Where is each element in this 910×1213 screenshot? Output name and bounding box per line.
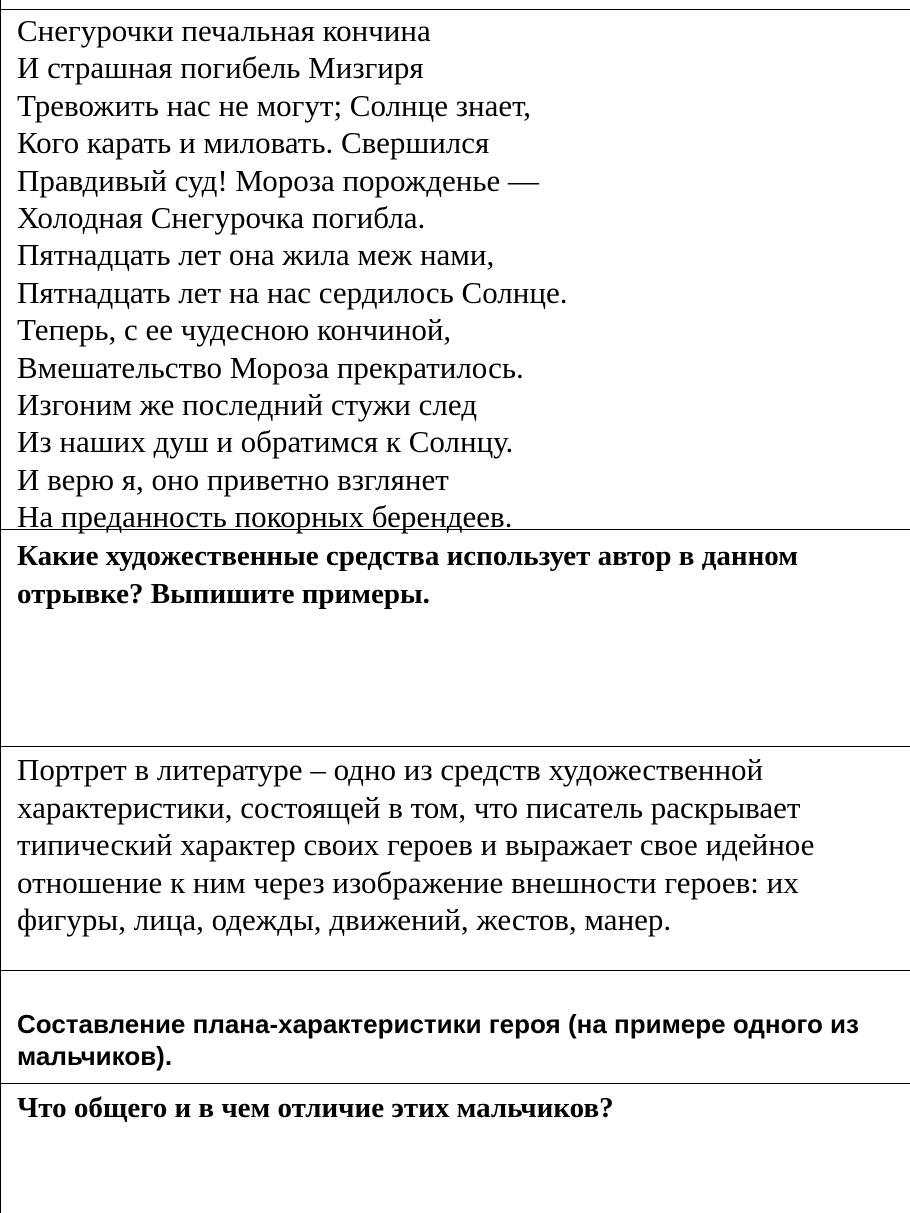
poem-line: Правдивый суд! Мороза порожденье — bbox=[17, 162, 539, 198]
poem-line: Из наших душ и обратимся к Солнцу. bbox=[17, 424, 514, 460]
poem-line: И страшная погибель Мизгиря bbox=[17, 50, 424, 86]
plan-task: Составление плана-характеристики героя (на примере одного из мальчиков). bbox=[17, 1009, 859, 1071]
poem-line: Теперь, с ее чудесною кончиной, bbox=[17, 312, 452, 348]
poem-line: Снегурочки печальная кончина bbox=[17, 13, 431, 48]
poem-line: Изгоним же последний стужи след bbox=[17, 387, 477, 423]
question-comparison: Что общего и в чем отличие этих мальчиков? bbox=[17, 1092, 614, 1124]
question-artistic-devices: Какие художественные средства использует автор в данном отрывке? Выпишите примеры. bbox=[17, 540, 799, 610]
poem-line: Пятнадцать лет на нас сердилось Солнце. bbox=[17, 274, 568, 310]
row-divider-after-definition bbox=[0, 970, 910, 971]
poem-line: Холодная Снегурочка погибла. bbox=[17, 200, 426, 236]
row-divider-after-question bbox=[0, 746, 910, 747]
poem-line: И верю я, оно приветно взглянет bbox=[17, 461, 449, 497]
poem-line: Вмешательство Мороза прекратилось. bbox=[17, 349, 524, 385]
poem-line: Пятнадцать лет она жила меж нами, bbox=[17, 237, 495, 273]
poem-line: Кого карать и миловать. Свершился bbox=[17, 125, 490, 161]
row-divider-top bbox=[0, 9, 910, 10]
row-divider-after-plan bbox=[0, 1083, 910, 1084]
poem-line: На преданность покорных берендеев. bbox=[17, 499, 513, 535]
poem-excerpt bbox=[17, 12, 567, 536]
table-left-border bbox=[0, 0, 1, 1213]
portrait-definition: Портрет в литературе – одно из средств художественной характеристики, состоящей в том, что писатель раскрывает типический характер своих героев и выражает свое идейное отношение к ним через изображение внешности героев: их фигуры, лица, одежды, движений, жестов, манер. bbox=[17, 752, 815, 937]
poem-line: Тревожить нас не могут; Солнце знает, bbox=[17, 87, 532, 123]
